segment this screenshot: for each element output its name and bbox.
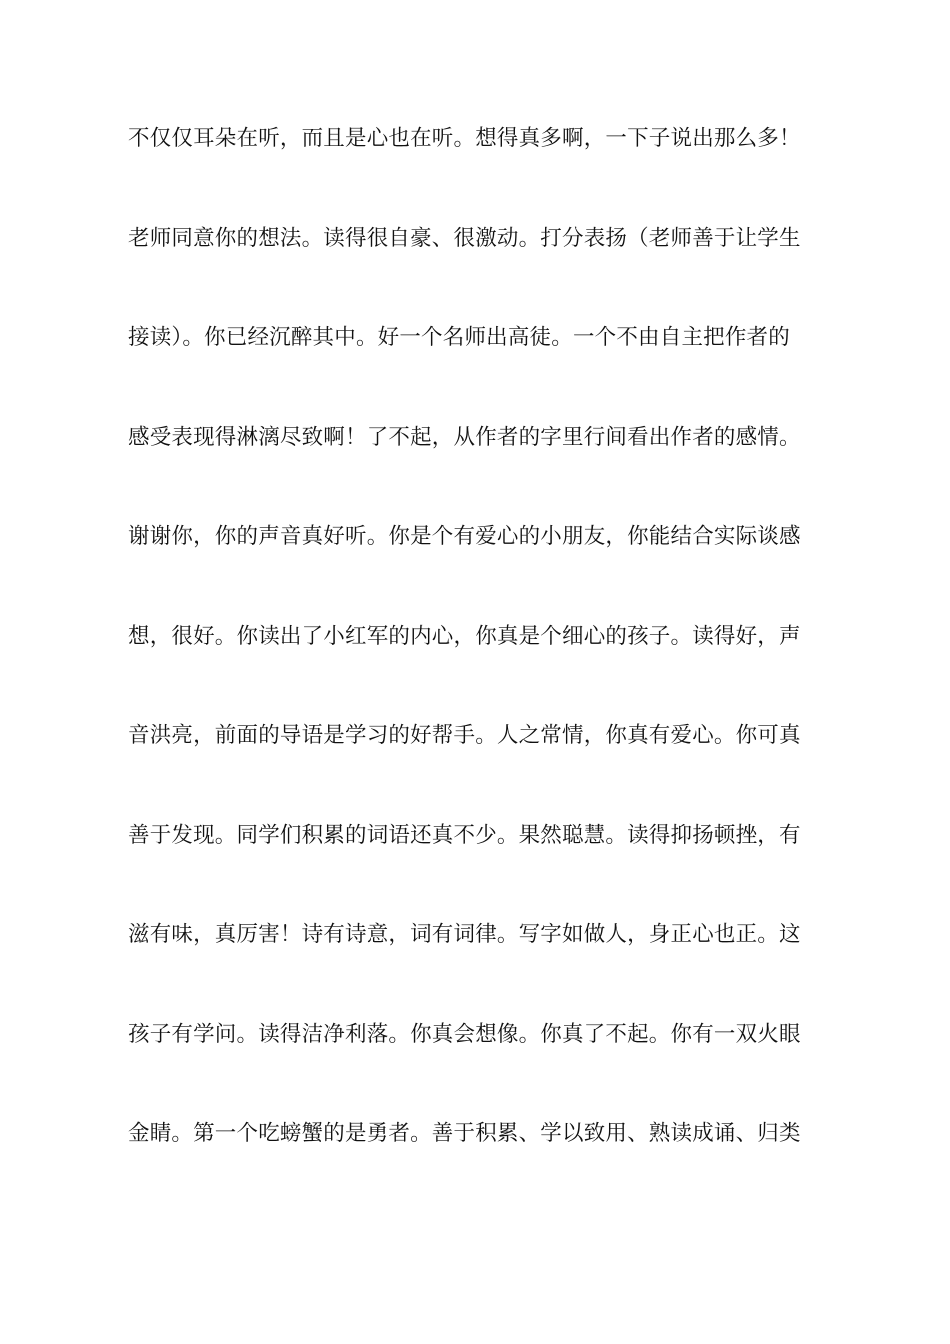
text-line-2: 老师同意你的想法。读得很自豪、很激动。打分表扬（老师善于让学生 xyxy=(128,225,801,251)
text-line-5: 谢谢你，你的声音真好听。你是个有爱心的小朋友，你能结合实际谈感 xyxy=(128,524,801,549)
text-line-8: 善于发现。同学们积累的词语还真不少。果然聪慧。读得抑扬顿挫，有 xyxy=(128,822,801,848)
body-text xyxy=(128,118,828,1213)
text-line-3: 接读）。你已经沉醉其中。好一个名师出高徒。一个不由自主把作者的 xyxy=(128,325,790,350)
text-line-1: 不仅仅耳朵在听，而且是心也在听。想得真多啊，一下子说出那么多！ xyxy=(128,126,801,151)
text-line-11: 金睛。第一个吃螃蟹的是勇者。善于积累、学以致用、熟读成诵、归类 xyxy=(128,1121,801,1146)
text-line-7: 音洪亮，前面的导语是学习的好帮手。人之常情，你真有爱心。你可真 xyxy=(128,723,801,748)
text-line-6: 想，很好。你读出了小红军的内心，你真是个细心的孩子。读得好，声 xyxy=(128,623,801,649)
text-line-4: 感受表现得淋漓尽致啊！了不起，从作者的字里行间看出作者的感情。 xyxy=(128,424,801,450)
text-line-9: 滋有味，真厉害！诗有诗意，词有词律。写字如做人，身正心也正。这 xyxy=(128,922,801,947)
text-line-10: 孩子有学问。读得洁净利落。你真会想像。你真了不起。你有一双火眼 xyxy=(128,1021,801,1047)
